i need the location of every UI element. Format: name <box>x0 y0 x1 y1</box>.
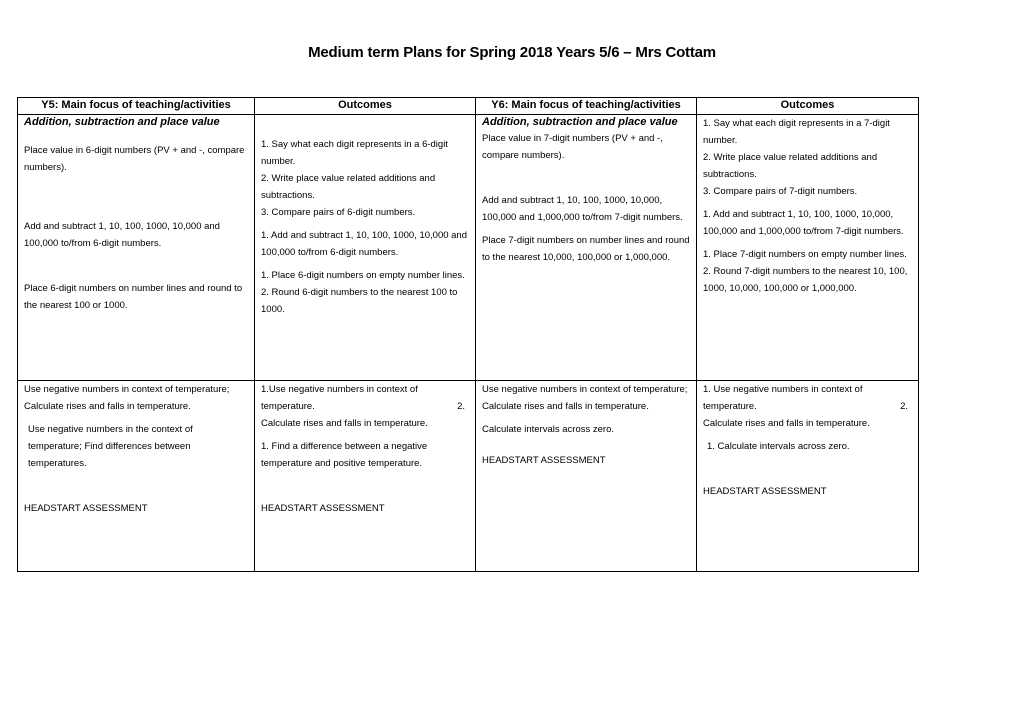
focus-text: Add and subtract 1, 10, 100, 1000, 10,000 and 100,000 to/from 6-digit numbers. <box>24 221 220 249</box>
assessment-text: HEADSTART ASSESSMENT <box>703 486 827 497</box>
plan-table <box>17 97 919 572</box>
outcome-text: 1.Use negative numbers in context of temperature. <box>261 384 418 412</box>
cell-y5-focus <box>18 115 255 381</box>
outcome-text: 1. Calculate intervals across zero. <box>707 441 850 452</box>
outcome-text: 2. Write place value related additions and subtractions. <box>261 173 436 201</box>
header-y5-outcomes: Outcomes <box>255 98 476 115</box>
table-row-negative-numbers <box>18 381 919 572</box>
outcome-text: 1. Add and subtract 1, 10, 100, 1000, 10,000, 100,000 and 1,000,000 to/from 7-digit numbers. <box>703 209 904 237</box>
focus-text: Place 7-digit numbers on number lines and round to the nearest 10,000, 100,000 or 1,000,000. <box>482 235 690 263</box>
outcome-text: 1. Place 6-digit numbers on empty number lines. <box>261 270 465 281</box>
cell-y6-outcomes <box>697 115 919 381</box>
header-y6-outcomes: Outcomes <box>697 98 919 115</box>
section-title: Addition, subtraction and place value <box>482 116 678 128</box>
cell-y5-outcomes <box>255 115 476 381</box>
outcome-text: Calculate rises and falls in temperature. <box>261 418 428 429</box>
page-title: Medium term Plans for Spring 2018 Years 5/6 – Mrs Cottam <box>308 44 716 61</box>
outcome-text: 3. Compare pairs of 6-digit numbers. <box>261 207 416 218</box>
assessment-text: HEADSTART ASSESSMENT <box>261 503 385 514</box>
outcome-text: 1. Place 7-digit numbers on empty number lines. <box>703 249 907 260</box>
focus-text: Use negative numbers in context of temperature; Calculate rises and falls in temperature. <box>24 384 230 412</box>
focus-text: Calculate intervals across zero. <box>482 424 614 435</box>
outcome-text: 1. Use negative numbers in context of temperature. <box>703 384 863 412</box>
header-row <box>18 98 919 115</box>
outcome-text: 1. Say what each digit represents in a 6-digit number. <box>261 139 448 167</box>
cell-y5-outcomes <box>255 381 476 572</box>
focus-text: Place value in 6-digit numbers (PV + and -, compare numbers). <box>24 145 245 173</box>
outcome-text: 1. Say what each digit represents in a 7-digit number. <box>703 118 890 146</box>
outcome-text: 3. Compare pairs of 7-digit numbers. <box>703 186 858 197</box>
assessment-text: HEADSTART ASSESSMENT <box>24 503 148 514</box>
outcome-text: 2. Write place value related additions and subtractions. <box>703 152 878 180</box>
header-y5-focus: Y5: Main focus of teaching/activities <box>18 98 255 115</box>
focus-text: Use negative numbers in the context of temperature; Find differences between temperatures. <box>28 424 193 469</box>
outcome-text: 2. Round 6-digit numbers to the nearest 100 to 1000. <box>261 287 458 315</box>
outcome-number: 2. <box>900 401 908 412</box>
table-row-place-value <box>18 115 919 381</box>
outcome-text: 2. Round 7-digit numbers to the nearest 10, 100, 1000, 10,000, 100,000 or 1,000,000. <box>703 266 908 294</box>
outcome-number: 2. <box>457 401 465 412</box>
cell-y6-outcomes <box>697 381 919 572</box>
focus-text: Place value in 7-digit numbers (PV + and -, compare numbers). <box>482 133 663 161</box>
focus-text: Add and subtract 1, 10, 100, 1000, 10,000, 100,000 and 1,000,000 to/from 7-digit numbers. <box>482 195 683 223</box>
focus-text: Place 6-digit numbers on number lines and round to the nearest 100 or 1000. <box>24 283 243 311</box>
cell-y5-focus <box>18 381 255 572</box>
outcome-text: 1. Find a difference between a negative temperature and positive temperature. <box>261 441 428 469</box>
cell-y6-focus <box>476 381 697 572</box>
outcome-text: 1. Add and subtract 1, 10, 100, 1000, 10,000 and 100,000 to/from 6-digit numbers. <box>261 230 467 258</box>
outcome-text: Calculate rises and falls in temperature. <box>703 418 870 429</box>
assessment-text: HEADSTART ASSESSMENT <box>482 455 606 466</box>
cell-y6-focus <box>476 115 697 381</box>
header-y6-focus: Y6: Main focus of teaching/activities <box>476 98 697 115</box>
focus-text: Use negative numbers in context of temperature; Calculate rises and falls in temperature. <box>482 384 688 412</box>
section-title: Addition, subtraction and place value <box>24 116 220 128</box>
